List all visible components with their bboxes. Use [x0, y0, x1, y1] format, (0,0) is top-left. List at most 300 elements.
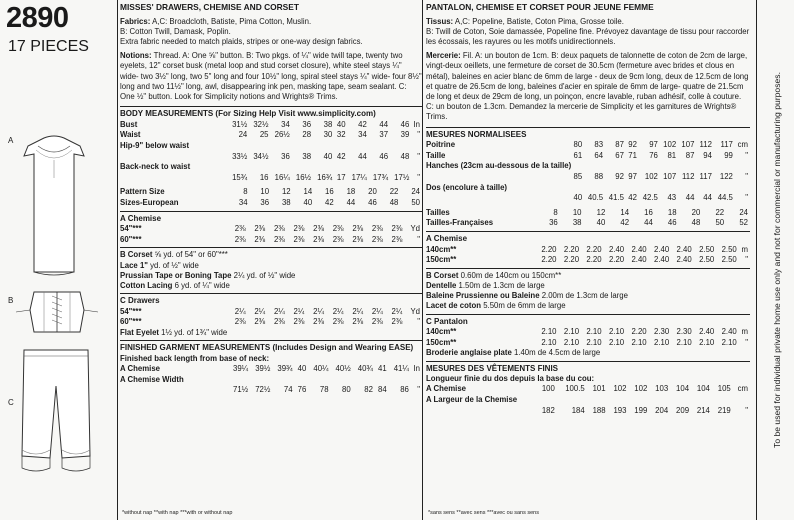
- en-finished-sub: Finished back length from base of neck:: [120, 353, 270, 363]
- table-cell: 44: [703, 193, 712, 203]
- table-cell: [691, 395, 712, 406]
- table-cell: [626, 161, 639, 172]
- table-cell: 2.40: [654, 255, 670, 265]
- table-cell: 38: [302, 151, 312, 161]
- table-cell: 99: [724, 150, 733, 160]
- table-cell: 43: [667, 193, 677, 203]
- table-cell: 85: [573, 172, 583, 181]
- en-drawers-title: C Drawers: [120, 296, 160, 306]
- fr-pantalon-title: C Pantalon: [426, 316, 468, 326]
- table-cell: [271, 141, 292, 152]
- table-cell: 2.10: [608, 337, 625, 347]
- en-separator-1: [120, 106, 422, 107]
- table-cell: 214: [696, 405, 710, 415]
- table-cell: 88: [594, 172, 604, 181]
- table-cell: 87: [615, 140, 624, 150]
- table-cell: 44: [379, 119, 389, 129]
- row-label: [120, 173, 228, 184]
- unit-cell: ": [417, 151, 420, 161]
- fr-separator-2: [426, 231, 750, 232]
- table-cell: [334, 162, 347, 173]
- table-cell: [696, 183, 714, 194]
- table-row: [426, 245, 750, 256]
- table-cell: 44: [346, 197, 356, 207]
- fr-corset-lines: [426, 281, 750, 312]
- table-cell: 2¼: [352, 306, 364, 316]
- table-cell: [389, 375, 411, 386]
- table-cell: [313, 162, 334, 173]
- table-cell: [605, 183, 626, 194]
- table-cell: 2¼: [391, 306, 403, 316]
- table-cell: [390, 141, 411, 152]
- table-cell: 2⅜: [371, 317, 383, 327]
- table-cell: 100: [541, 384, 555, 394]
- table-cell: 2⅜: [293, 317, 305, 327]
- row-label: Tailles: [426, 207, 450, 217]
- table-cell: [678, 161, 696, 172]
- table-cell: 50: [715, 218, 725, 228]
- table-cell: 40½: [335, 363, 351, 373]
- en-footnote: *without nap **with nap ***with or without nap: [122, 510, 233, 516]
- table-cell: [390, 162, 411, 173]
- table-cell: 40: [303, 197, 313, 207]
- table-cell: 2⅜: [273, 224, 285, 234]
- row-label: A Largeur de la Chemise: [426, 394, 518, 404]
- table-cell: 48: [400, 151, 410, 161]
- table-cell: 2.20: [586, 255, 602, 265]
- table-row: [120, 375, 422, 386]
- table-cell: [348, 162, 369, 173]
- table-cell: 199: [634, 405, 648, 415]
- row-label: [120, 385, 228, 396]
- table-cell: 14: [303, 187, 313, 197]
- table-cell: 117: [720, 140, 733, 150]
- table-cell: 2.10: [563, 337, 580, 347]
- table-cell: 38: [281, 197, 291, 207]
- en-separator-2: [120, 211, 422, 212]
- table-cell: [250, 375, 272, 386]
- list-item: [426, 301, 750, 311]
- en-size-table: [120, 187, 422, 208]
- table-cell: [228, 162, 249, 173]
- table-cell: [608, 395, 629, 406]
- en-fabrics-b: B: Cotton Twill, Damask, Poplin.: [120, 26, 231, 36]
- row-label: Taille: [426, 150, 446, 160]
- table-cell: [714, 161, 735, 172]
- table-cell: 2.20: [563, 255, 580, 265]
- en-fabrics-extra: Extra fabric needed to match plaids, stripes or one-way design fabrics.: [120, 37, 363, 46]
- table-cell: 67: [615, 150, 624, 160]
- fr-separator-5: [426, 361, 750, 362]
- unit-cell: [411, 162, 422, 173]
- french-column: [426, 0, 750, 416]
- row-label: Hip-9" below waist: [120, 141, 190, 150]
- en-flat-eyelet: Flat Eyelet 1½ yd. of 1¾" wide: [120, 327, 228, 337]
- row-label: Sizes-European: [120, 197, 179, 207]
- fr-title: PANTALON, CHEMISE ET CORSET POUR JEUNE FEMME: [426, 2, 654, 12]
- table-cell: 18: [667, 207, 677, 217]
- sidebar: [0, 0, 116, 520]
- table-cell: 36: [302, 119, 312, 129]
- unit-cell: In: [413, 119, 420, 129]
- table-row: [426, 193, 750, 204]
- table-row: [120, 224, 422, 235]
- table-cell: 46: [379, 151, 389, 161]
- item-text: 2¼ yd. of ½" wide: [233, 270, 296, 280]
- table-cell: 28: [302, 130, 312, 140]
- en-chemise-table: [120, 224, 422, 245]
- divider-middle: [422, 0, 423, 520]
- table-cell: 61: [573, 150, 583, 160]
- table-cell: 2.10: [654, 337, 670, 347]
- table-cell: 78: [319, 385, 329, 395]
- table-cell: 2¼: [293, 306, 305, 316]
- table-cell: [660, 183, 678, 194]
- table-cell: 17¾: [372, 172, 389, 182]
- table-cell: 26½: [274, 130, 290, 140]
- fr-tissus: Tissus: A,C: Popeline, Batiste, Coton Pima, Grosse toile.: [426, 16, 624, 26]
- table-cell: [696, 161, 714, 172]
- fr-mesures-title: MESURES NORMALISEES: [426, 129, 527, 139]
- unit-cell: [411, 375, 422, 386]
- unit-cell: In: [413, 363, 420, 373]
- item-text: 1.50m de 1.3cm de large: [458, 280, 545, 290]
- table-cell: 10: [572, 207, 582, 217]
- table-cell: 107: [663, 172, 677, 181]
- table-cell: 24: [739, 207, 748, 217]
- table-cell: 2.20: [631, 327, 647, 337]
- table-row: [426, 255, 750, 266]
- table-cell: [308, 375, 330, 386]
- table-cell: 2.50: [699, 255, 715, 265]
- table-cell: 44: [685, 193, 695, 203]
- table-cell: 209: [676, 405, 690, 415]
- table-row: [426, 406, 750, 417]
- item-text: yd. of ½" wide: [150, 260, 199, 270]
- table-cell: 34: [238, 197, 248, 207]
- table-cell: [295, 375, 309, 386]
- table-cell: 71: [628, 150, 637, 160]
- table-cell: 38: [323, 119, 333, 129]
- table-cell: 44: [644, 218, 653, 228]
- table-cell: 112: [699, 140, 712, 150]
- corset-illustration: [14, 288, 100, 338]
- list-item: [120, 261, 422, 271]
- table-cell: 102: [663, 140, 677, 150]
- table-cell: [369, 162, 390, 173]
- en-body-table: [120, 120, 422, 184]
- row-label: A Chemise: [426, 384, 467, 394]
- table-cell: 36: [281, 151, 290, 161]
- row-label: 60"***: [120, 317, 142, 327]
- table-cell: 82: [364, 385, 373, 395]
- table-cell: 102: [613, 384, 627, 394]
- list-item: [426, 291, 750, 301]
- table-cell: 46: [667, 218, 677, 228]
- table-cell: 34½: [253, 151, 269, 161]
- table-cell: 104: [676, 384, 690, 394]
- table-cell: 112: [681, 172, 695, 181]
- table-cell: [292, 141, 313, 152]
- table-cell: 193: [613, 405, 627, 415]
- table-cell: [628, 395, 649, 406]
- fr-mesures-table: [426, 140, 750, 204]
- en-finished-title: FINISHED GARMENT MEASUREMENTS (Includes Design and Wearing EASE): [120, 343, 414, 353]
- table-cell: 42.5: [642, 193, 658, 203]
- table-row: [426, 151, 750, 162]
- table-cell: 103: [655, 384, 669, 394]
- table-cell: 40¼: [313, 363, 329, 373]
- fr-separator-1: [426, 127, 750, 128]
- en-fabrics: Fabrics: A,C: Broadcloth, Batiste, Pima Cotton, Muslin.: [120, 16, 312, 26]
- table-row: [120, 141, 422, 152]
- table-cell: [557, 395, 587, 406]
- table-cell: 41: [378, 363, 387, 373]
- table-cell: 31½: [232, 119, 248, 129]
- en-finished-table: [120, 364, 422, 396]
- pieces-count: 17 PIECES: [8, 38, 89, 55]
- fr-broderie: Broderie anglaise plate 1.40m de 4.5cm de large: [426, 348, 601, 358]
- table-cell: 2⅜: [254, 224, 266, 234]
- fr-tissus-b: B: Twill de Coton, Soie damassée, Popeline fine. Prévoyez davantage de tissu pour raccorder les écossais, les rayures ou les motifs unidirectionnels.: [426, 26, 750, 46]
- row-label: Tailles-Françaises: [426, 218, 494, 228]
- table-cell: 40.5: [587, 193, 604, 203]
- table-cell: 12: [281, 187, 291, 197]
- row-label: 60"***: [120, 234, 142, 244]
- table-cell: 2⅜: [391, 234, 403, 244]
- table-cell: 20: [691, 207, 701, 217]
- table-cell: 101: [592, 384, 606, 394]
- table-cell: [292, 162, 313, 173]
- table-cell: 2⅜: [254, 234, 266, 244]
- table-cell: 2⅜: [313, 317, 324, 327]
- unit-cell: cm: [737, 140, 748, 150]
- table-cell: [587, 395, 608, 406]
- table-row: [120, 307, 422, 318]
- fr-mercerie: Mercerie: Fil. A: un bouton de 1cm. B: deux paquets de talonnette de coton de 2cm de large, vingt-deux oeillets, une fermeture de corset de 30.5cm (fermeture avec brides et clous en métal), baleines en acier blanc de 6mm de large - deux de 9cm long, deux de 12.5cm de long et quatre de 26.5cm de long, baleines d'acier en spirale de 6mm de large- quatre de 21.5cm de long et deux de 29cm de long, un poinçon, encre lavable, ruban adhésif, colle à couture. C: un bouton de 1.3cm. Demandez la mercerie de Simplicity et les garnitures de Wrights® Trims.: [426, 51, 749, 122]
- en-notions: Notions: Thread. A: One ⅝" button. B: Two pkgs. of ¼" wide twill tape, twenty two eyelets, 12" corset busk (metal loop and stud corset closure), white steel stays ¼" wide- two 3½" long, two 5" long and four 10½" long, spiral steel stays ¼" wide- four 8½" long and two 11½" long, awl, disappearing ink pen, masking tape, seam sealant. C: One ½" button. Look for Simplicity notions and Wrights® Trims.: [120, 51, 422, 102]
- table-cell: 17: [336, 172, 346, 182]
- en-title: MISSES' DRAWERS, CHEMISE AND CORSET: [120, 2, 299, 12]
- table-cell: 2.10: [563, 327, 580, 337]
- list-item: [120, 271, 422, 281]
- table-cell: 24: [411, 187, 420, 197]
- unit-cell: [411, 141, 422, 152]
- table-cell: 36: [549, 218, 558, 228]
- table-cell: 44.5: [717, 193, 733, 203]
- unit-cell: m: [741, 244, 748, 254]
- table-cell: 37: [379, 130, 389, 140]
- figure-label-c: C: [8, 398, 14, 407]
- table-cell: 40: [323, 151, 333, 161]
- divider-right: [756, 0, 757, 520]
- table-cell: 2.20: [541, 244, 557, 254]
- table-cell: 94: [703, 150, 712, 160]
- table-cell: 2.50: [721, 244, 737, 254]
- unit-cell: ": [417, 385, 420, 395]
- table-cell: [249, 162, 270, 173]
- table-cell: [678, 183, 696, 194]
- table-row: [426, 208, 750, 219]
- row-label: Dos (encolure à taille): [426, 182, 508, 192]
- unit-cell: ": [745, 405, 748, 415]
- table-row: [120, 317, 422, 328]
- item-label: Cotton Lacing: [120, 280, 175, 290]
- item-text: 5.50m de 6mm de large: [483, 301, 566, 311]
- unit-cell: ": [745, 337, 748, 347]
- unit-cell: ": [417, 172, 420, 182]
- table-cell: [536, 395, 557, 406]
- table-cell: 25: [259, 130, 269, 140]
- table-cell: 10: [260, 187, 270, 197]
- row-label: [120, 152, 228, 163]
- table-cell: 2⅜: [293, 224, 305, 234]
- table-cell: 97: [628, 172, 637, 181]
- table-row: [426, 161, 750, 172]
- row-label: 140cm**: [426, 327, 457, 337]
- table-cell: 2.40: [631, 255, 647, 265]
- unit-cell: [735, 161, 750, 172]
- table-cell: 42: [358, 119, 367, 129]
- unit-cell: ": [745, 172, 748, 181]
- table-cell: 2.50: [721, 255, 737, 265]
- table-cell: 14: [620, 207, 630, 217]
- table-cell: 2⅜: [313, 224, 324, 234]
- table-cell: 2.10: [586, 327, 602, 337]
- unit-cell: ": [745, 255, 748, 265]
- table-cell: 34: [358, 130, 367, 140]
- table-cell: 2⅜: [273, 317, 285, 327]
- table-cell: 2.40: [654, 244, 670, 254]
- table-cell: 50: [411, 197, 420, 207]
- table-cell: 74: [283, 385, 293, 395]
- table-cell: 2⅜: [234, 234, 246, 244]
- fr-taille-table: [426, 208, 750, 229]
- table-cell: 100.5: [565, 384, 585, 394]
- en-corset: B Corset ⅝ yd. of 54" or 60"***: [120, 250, 228, 260]
- table-cell: [228, 141, 249, 152]
- en-separator-5: [120, 340, 422, 341]
- table-cell: 16¼: [274, 172, 290, 182]
- table-cell: 2⅜: [352, 224, 364, 234]
- fr-corset: B Corset 0.60m de 140cm ou 150cm**: [426, 270, 562, 280]
- table-cell: 39½: [255, 363, 271, 373]
- table-cell: 42: [336, 151, 346, 161]
- en-body-title: BODY MEASUREMENTS (For Sizing Help Visit www.simplicity.com): [120, 109, 376, 119]
- table-cell: 40: [336, 119, 346, 129]
- table-cell: 42: [325, 197, 334, 207]
- table-cell: 16½: [295, 172, 312, 182]
- table-cell: 2.10: [586, 337, 602, 347]
- table-cell: [348, 141, 369, 152]
- table-cell: [649, 395, 670, 406]
- table-cell: 2.10: [699, 337, 715, 347]
- divider-left: [117, 0, 118, 520]
- table-cell: 22: [715, 207, 725, 217]
- item-label: Prussian Tape or Boning Tape: [120, 270, 234, 280]
- table-cell: 16¾: [317, 172, 333, 182]
- table-row: [120, 198, 422, 209]
- fr-footnote: *sans sens **avec sens ***avec ou sans sens: [428, 510, 539, 516]
- table-cell: 18: [346, 187, 356, 197]
- table-cell: 71½: [233, 385, 249, 395]
- table-cell: 2.20: [608, 255, 625, 265]
- drawers-illustration: [18, 346, 94, 476]
- table-cell: [714, 183, 735, 194]
- table-cell: 17½: [394, 172, 410, 182]
- table-cell: 39¾: [277, 363, 293, 373]
- table-row: [120, 120, 422, 131]
- table-cell: 204: [655, 405, 669, 415]
- table-cell: [571, 161, 584, 172]
- item-label: Lacet de coton: [426, 301, 484, 311]
- table-cell: 2.40: [721, 327, 737, 337]
- unit-cell: [733, 395, 750, 406]
- en-drawers-table: [120, 307, 422, 328]
- table-cell: 40: [573, 193, 583, 203]
- table-cell: 16: [644, 207, 653, 217]
- fr-chemise-table: [426, 245, 750, 266]
- row-label: 54"***: [120, 224, 142, 234]
- en-chemise-title: A Chemise: [120, 213, 162, 223]
- table-cell: 41.5: [608, 193, 624, 203]
- table-row: [426, 172, 750, 183]
- table-cell: 2.40: [676, 255, 692, 265]
- table-cell: 2⅜: [234, 224, 246, 234]
- table-cell: 2.10: [631, 337, 647, 347]
- table-cell: 2¼: [371, 306, 383, 316]
- english-column: [120, 0, 422, 396]
- table-cell: 2¼: [332, 306, 344, 316]
- pattern-number: 2890: [6, 2, 69, 34]
- table-cell: 8: [243, 187, 248, 197]
- table-cell: 33½: [232, 151, 248, 161]
- table-cell: 2.30: [654, 327, 670, 337]
- table-row: [426, 395, 750, 406]
- table-cell: 44: [358, 151, 367, 161]
- table-cell: 2⅜: [332, 234, 344, 244]
- table-row: [426, 218, 750, 229]
- table-cell: [605, 161, 626, 172]
- disclaimer-text: To be used for individual private home use only and not for commercial or manufacturing purposes.: [772, 72, 782, 448]
- table-cell: 87: [685, 150, 695, 160]
- table-cell: 2¼: [313, 306, 324, 316]
- table-cell: 2.40: [608, 244, 625, 254]
- table-cell: 76: [649, 150, 658, 160]
- table-cell: [660, 161, 678, 172]
- table-cell: 2⅜: [371, 234, 383, 244]
- table-row: [120, 385, 422, 396]
- table-cell: 122: [719, 172, 733, 181]
- table-row: [120, 152, 422, 163]
- table-row: [120, 364, 422, 375]
- row-label: [426, 193, 571, 204]
- item-label: Baleine Prussienne ou Baleine: [426, 291, 542, 301]
- table-cell: 80: [573, 140, 583, 150]
- table-cell: 2.10: [676, 337, 692, 347]
- table-cell: 39¼: [233, 363, 249, 373]
- table-row: [426, 384, 750, 395]
- unit-cell: ": [417, 130, 420, 140]
- table-cell: 2.10: [541, 337, 557, 347]
- unit-cell: [735, 183, 750, 194]
- figure-label-a: A: [8, 136, 14, 145]
- table-cell: 2⅜: [254, 317, 266, 327]
- table-cell: 2⅜: [313, 234, 324, 244]
- table-cell: [571, 183, 584, 194]
- row-label: Waist: [120, 130, 141, 140]
- table-cell: 40¾: [357, 363, 373, 373]
